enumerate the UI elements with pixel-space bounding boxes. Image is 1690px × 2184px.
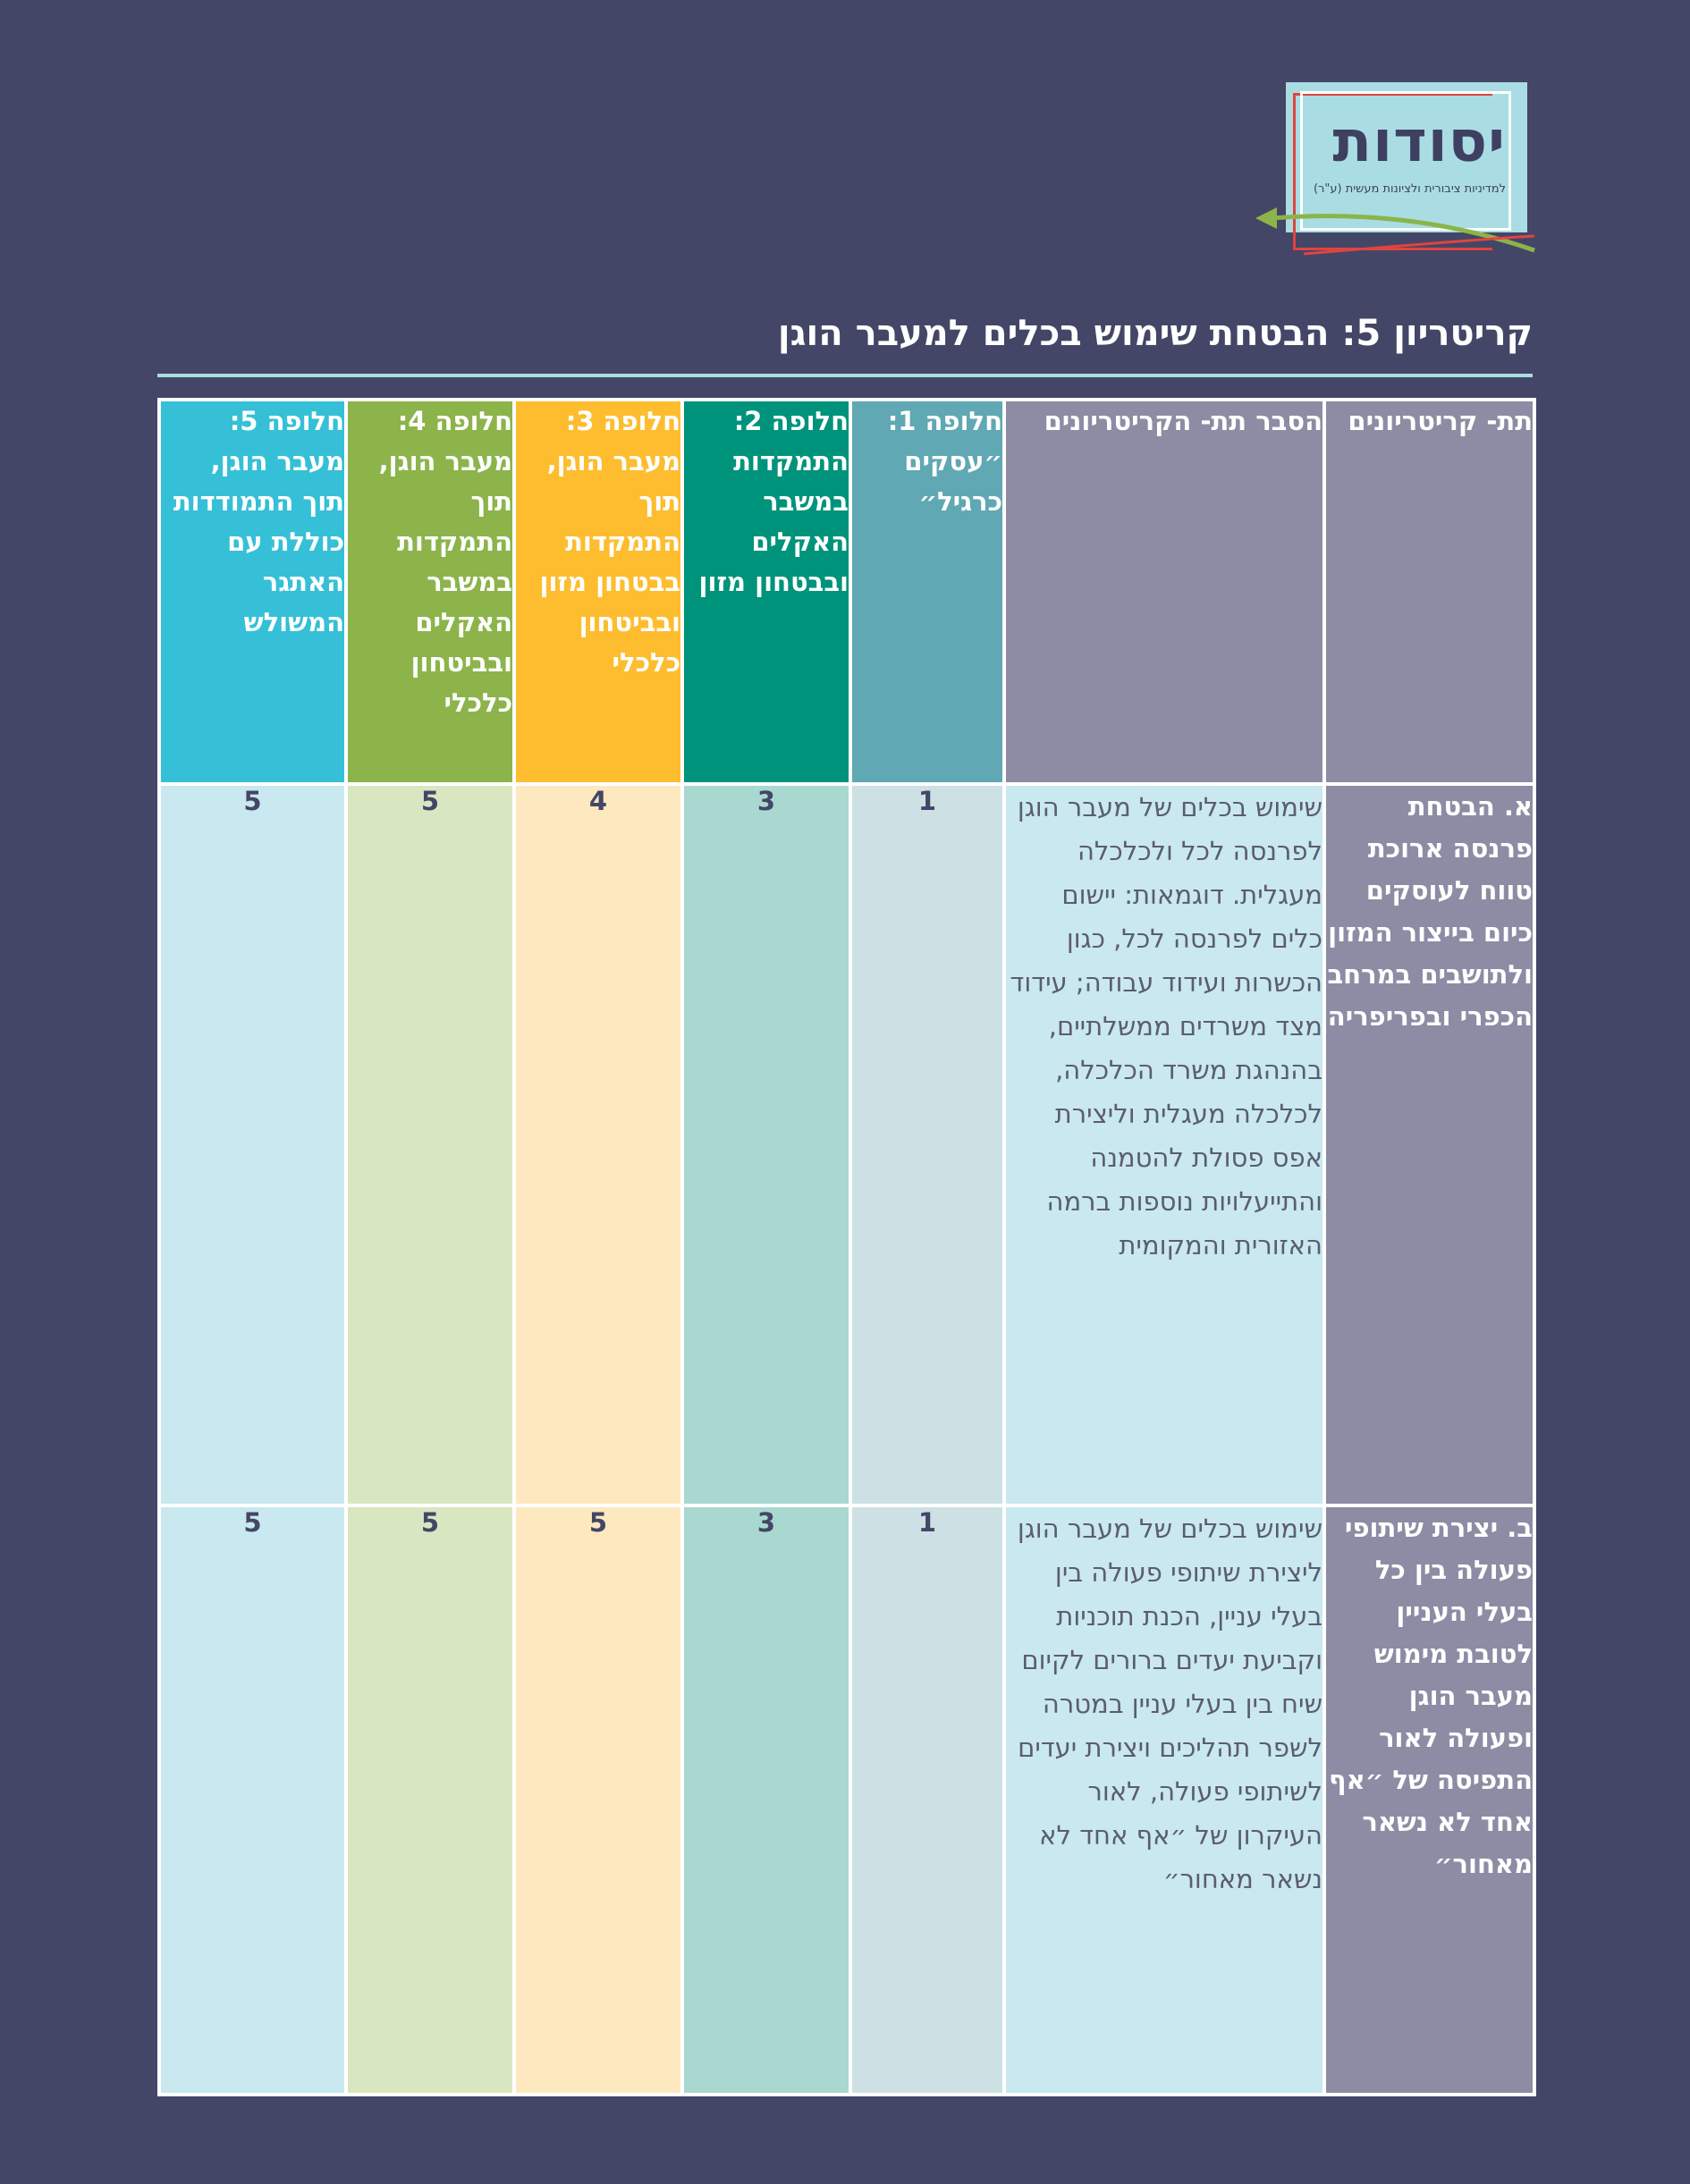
page-title: קריטריון 5: הבטחת שימוש בכלים למעבר הוגן bbox=[777, 313, 1533, 354]
score-a-alt5: 5 bbox=[159, 784, 346, 1505]
yesodot-logo bbox=[1250, 82, 1536, 261]
explanation-a: שימוש בכלים של מעבר הוגן לפרנסה לכל ולכלכלה מעגלית. דוגמאות: יישום כלים לפרנסה לכל, כגון הכשרות ועידוד עבודה; עידוד מצד משרדים ממשלתיים, בהנהגת משרד הכלכלה, לכלכלה מעגלית וליצירת אפס פסולת להטמנה והתייעלויות נוספות ברמה האזורית והמקומית bbox=[1004, 784, 1324, 1505]
score-b-alt4: 5 bbox=[346, 1505, 514, 2095]
sub-criterion-a: א. הבטחת פרנסה ארוכת טווח לעוסקים כיום בייצור המזון ולתושבים במרחב הכפרי ובפריפריה bbox=[1324, 784, 1534, 1505]
score-a-alt1: 1 bbox=[850, 784, 1004, 1505]
header-sub-criteria: תת- קריטריונים bbox=[1324, 400, 1534, 784]
score-a-alt4: 5 bbox=[346, 784, 514, 1505]
header-alternative-3: חלופה 3: מעבר הוגן, תוך התמקדות בבטחון מזון ובביטחון כלכלי bbox=[514, 400, 682, 784]
logo-name: יסודות bbox=[1332, 109, 1506, 175]
header-alternative-4: חלופה 4: מעבר הוגן, תוך התמקדות במשבר האקלים ובביטחון כלכלי bbox=[346, 400, 514, 784]
score-a-alt2: 3 bbox=[682, 784, 850, 1505]
score-a-alt3: 4 bbox=[514, 784, 682, 1505]
score-b-alt1: 1 bbox=[850, 1505, 1004, 2095]
table-row bbox=[159, 1505, 1534, 2095]
header-explanation: הסבר תת- הקריטריונים bbox=[1004, 400, 1324, 784]
score-b-alt2: 3 bbox=[682, 1505, 850, 2095]
explanation-b: שימוש בכלים של מעבר הוגן ליצירת שיתופי פעולה בין בעלי עניין, הכנת תוכניות וקביעת יעדים ברורים לקיום שיח בין בעלי עניין במטרה לשפר תהליכים ויצירת יעדים לשיתופי פעולה, לאור העיקרון של ״אף אחד לא נשאר מאחור״ bbox=[1004, 1505, 1324, 2095]
table-row bbox=[159, 784, 1534, 1505]
title-divider bbox=[157, 374, 1533, 377]
score-b-alt5: 5 bbox=[159, 1505, 346, 2095]
header-alternative-2: חלופה 2: התמקדות במשבר האקלים ובבטחון מזון bbox=[682, 400, 850, 784]
criteria-table bbox=[157, 398, 1536, 2096]
header-alternative-1: חלופה 1: ״עסקים כרגיל״ bbox=[850, 400, 1004, 784]
score-b-alt3: 5 bbox=[514, 1505, 682, 2095]
logo-tagline: למדיניות ציבורית ולציונות מעשית (ע"ר) bbox=[1313, 182, 1506, 196]
logo-arrow-icon bbox=[1250, 82, 1536, 261]
sub-criterion-b: ב. יצירת שיתופי פעולה בין כל בעלי העניין לטובת מימוש מעבר הוגן ופעולה לאור התפיסה של ״אף אחד לא נשאר מאחור״ bbox=[1324, 1505, 1534, 2095]
header-alternative-5: חלופה 5: מעבר הוגן, תוך התמודדות כוללת עם האתגר המשולש bbox=[159, 400, 346, 784]
table-header-row bbox=[159, 400, 1534, 784]
